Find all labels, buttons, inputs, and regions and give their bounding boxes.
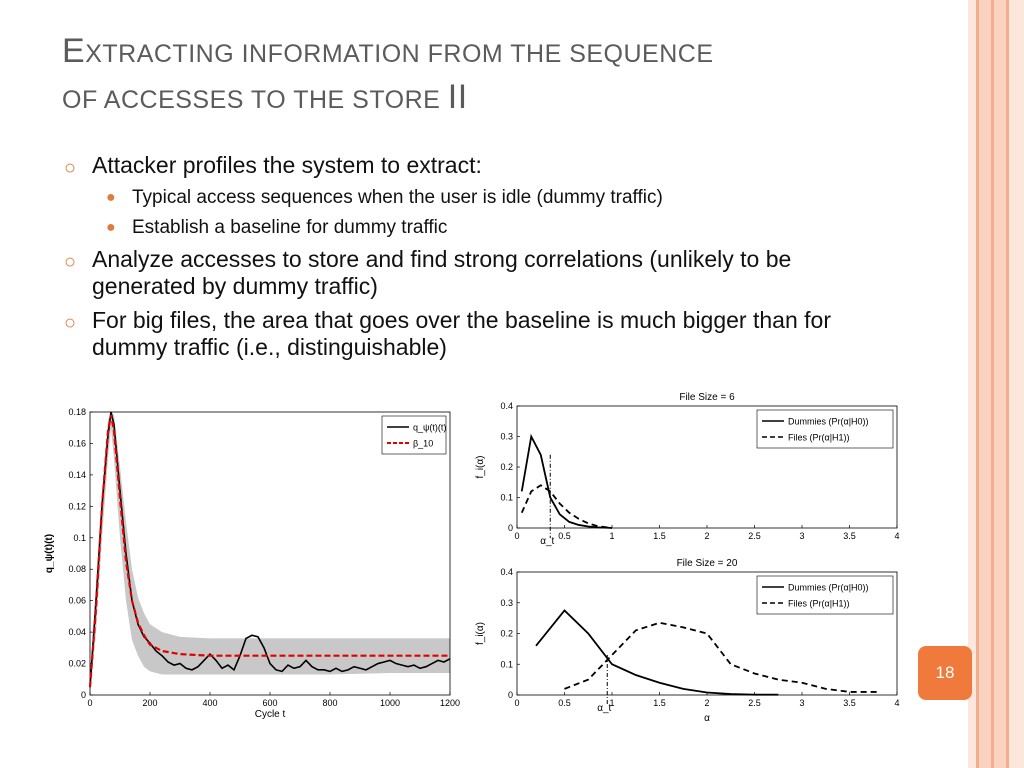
x-tick-label: 0 bbox=[514, 531, 520, 541]
y-tick-label: 0.04 bbox=[68, 627, 86, 638]
y-tick-label: 0.1 bbox=[73, 532, 86, 543]
y-tick-label: 0.06 bbox=[68, 595, 86, 606]
legend-label: Files (Pr(α|H1)) bbox=[788, 598, 850, 609]
y-tick-label: 0 bbox=[80, 690, 86, 700]
chart-q-vs-cycle bbox=[40, 398, 465, 728]
bullet-1 bbox=[64, 152, 864, 179]
title-roman-numeral: II bbox=[447, 78, 468, 116]
x-tick-label: 400 bbox=[202, 698, 218, 708]
decorative-stripes bbox=[968, 0, 1024, 768]
x-tick-label: 0.5 bbox=[558, 531, 571, 541]
x-tick-label: 1200 bbox=[439, 698, 461, 708]
bullet-dot-icon: ● bbox=[106, 219, 116, 236]
x-tick-label: 200 bbox=[142, 698, 158, 708]
y-axis-label: q_ψ(t)(t) bbox=[44, 533, 55, 574]
chart-file-size-6 bbox=[465, 382, 910, 552]
page-number-badge bbox=[918, 646, 972, 700]
bullet-dot-icon: ● bbox=[106, 189, 116, 206]
y-tick-label: 0.1 bbox=[500, 659, 513, 670]
x-tick-label: 1000 bbox=[379, 698, 401, 708]
series-line bbox=[565, 623, 879, 692]
x-tick-label: 2 bbox=[704, 698, 710, 708]
y-tick-label: 0 bbox=[507, 690, 513, 700]
sub-bullet-2 bbox=[64, 216, 864, 240]
y-tick-label: 0.4 bbox=[500, 401, 513, 411]
series-line bbox=[522, 437, 612, 529]
x-tick-label: 600 bbox=[262, 698, 278, 708]
bullet-ring-icon: ○ bbox=[64, 157, 77, 179]
page-number: 18 bbox=[935, 663, 955, 682]
x-tick-label: 1 bbox=[609, 531, 615, 541]
y-tick-label: 0 bbox=[507, 523, 513, 533]
title-initial: E bbox=[62, 32, 86, 70]
x-tick-label: 2.5 bbox=[748, 531, 761, 541]
x-tick-label: 1.5 bbox=[653, 531, 666, 541]
y-tick-label: 0.1 bbox=[500, 492, 513, 503]
bullet-2-text: Analyze accesses to store and find strong correlations (unlikely to be generated by dummy traffic) bbox=[92, 246, 792, 299]
slide-title bbox=[62, 30, 882, 122]
bullet-3 bbox=[64, 307, 864, 361]
bullet-list bbox=[64, 152, 864, 368]
x-tick-label: 0 bbox=[514, 698, 520, 708]
x-tick-label: 3.5 bbox=[843, 698, 856, 708]
title-line-2: OF ACCESSES TO THE STORE bbox=[62, 86, 448, 114]
y-tick-label: 0.16 bbox=[68, 438, 86, 449]
y-tick-label: 0.08 bbox=[68, 564, 86, 575]
x-tick-label: 4 bbox=[894, 531, 900, 541]
legend-label: q_ψ(t)(t) bbox=[413, 422, 447, 433]
bullet-ring-icon: ○ bbox=[64, 251, 77, 273]
legend-label: Dummies (Pr(α|H0)) bbox=[788, 416, 869, 427]
y-axis-label: f_i(α) bbox=[475, 621, 486, 646]
x-tick-label: 1.5 bbox=[653, 698, 666, 708]
bullet-ring-icon: ○ bbox=[64, 312, 77, 334]
x-tick-label: 2.5 bbox=[748, 698, 761, 708]
y-tick-label: 0.02 bbox=[68, 658, 86, 669]
y-tick-label: 0.3 bbox=[500, 597, 513, 608]
noise-band bbox=[90, 412, 450, 695]
chart-title: File Size = 6 bbox=[679, 392, 735, 403]
x-tick-label: 2 bbox=[704, 531, 710, 541]
legend-label: Dummies (Pr(α|H0)) bbox=[788, 582, 869, 593]
x-tick-label: 3 bbox=[799, 531, 805, 541]
y-tick-label: 0.2 bbox=[500, 628, 513, 639]
y-axis-label: f_i(α) bbox=[475, 455, 486, 479]
y-tick-label: 0.3 bbox=[500, 431, 513, 442]
x-tick-label: 4 bbox=[894, 698, 900, 708]
series-line bbox=[522, 485, 612, 528]
sub-bullet-1 bbox=[64, 186, 864, 210]
threshold-label: α_t bbox=[597, 703, 612, 714]
legend-label: β_10 bbox=[413, 438, 434, 449]
y-tick-label: 0.14 bbox=[68, 469, 86, 480]
y-tick-label: 0.2 bbox=[500, 462, 513, 472]
x-tick-label: 0 bbox=[87, 698, 93, 708]
chart-title: File Size = 20 bbox=[676, 558, 738, 569]
chart-file-size-20 bbox=[465, 550, 910, 730]
bullet-1-text: Attacker profiles the system to extract: bbox=[92, 152, 482, 178]
threshold-label: α_t bbox=[540, 536, 555, 547]
x-axis-label: Cycle t bbox=[254, 709, 286, 720]
y-tick-label: 0.18 bbox=[68, 407, 86, 417]
sub-bullet-1-text: Typical access sequences when the user is idle (dummy traffic) bbox=[132, 187, 663, 208]
y-tick-label: 0.4 bbox=[500, 567, 513, 577]
legend-label: Files (Pr(α|H1)) bbox=[788, 432, 850, 443]
bullet-3-text: For big files, the area that goes over the baseline is much bigger than for dummy traffic (i.e., distinguishable) bbox=[92, 307, 831, 360]
series-line bbox=[536, 610, 778, 694]
x-tick-label: 0.5 bbox=[558, 698, 571, 708]
x-tick-label: 3.5 bbox=[843, 531, 856, 541]
x-tick-label: 1 bbox=[609, 698, 615, 708]
y-tick-label: 0.12 bbox=[68, 501, 86, 512]
title-line-1: XTRACTING INFORMATION FROM THE SEQUENCE bbox=[85, 40, 714, 68]
x-tick-label: 3 bbox=[799, 698, 805, 708]
x-tick-label: 800 bbox=[322, 698, 338, 708]
bullet-2 bbox=[64, 246, 864, 300]
sub-bullet-2-text: Establish a baseline for dummy traffic bbox=[132, 217, 448, 238]
x-axis-label: α bbox=[704, 713, 710, 724]
